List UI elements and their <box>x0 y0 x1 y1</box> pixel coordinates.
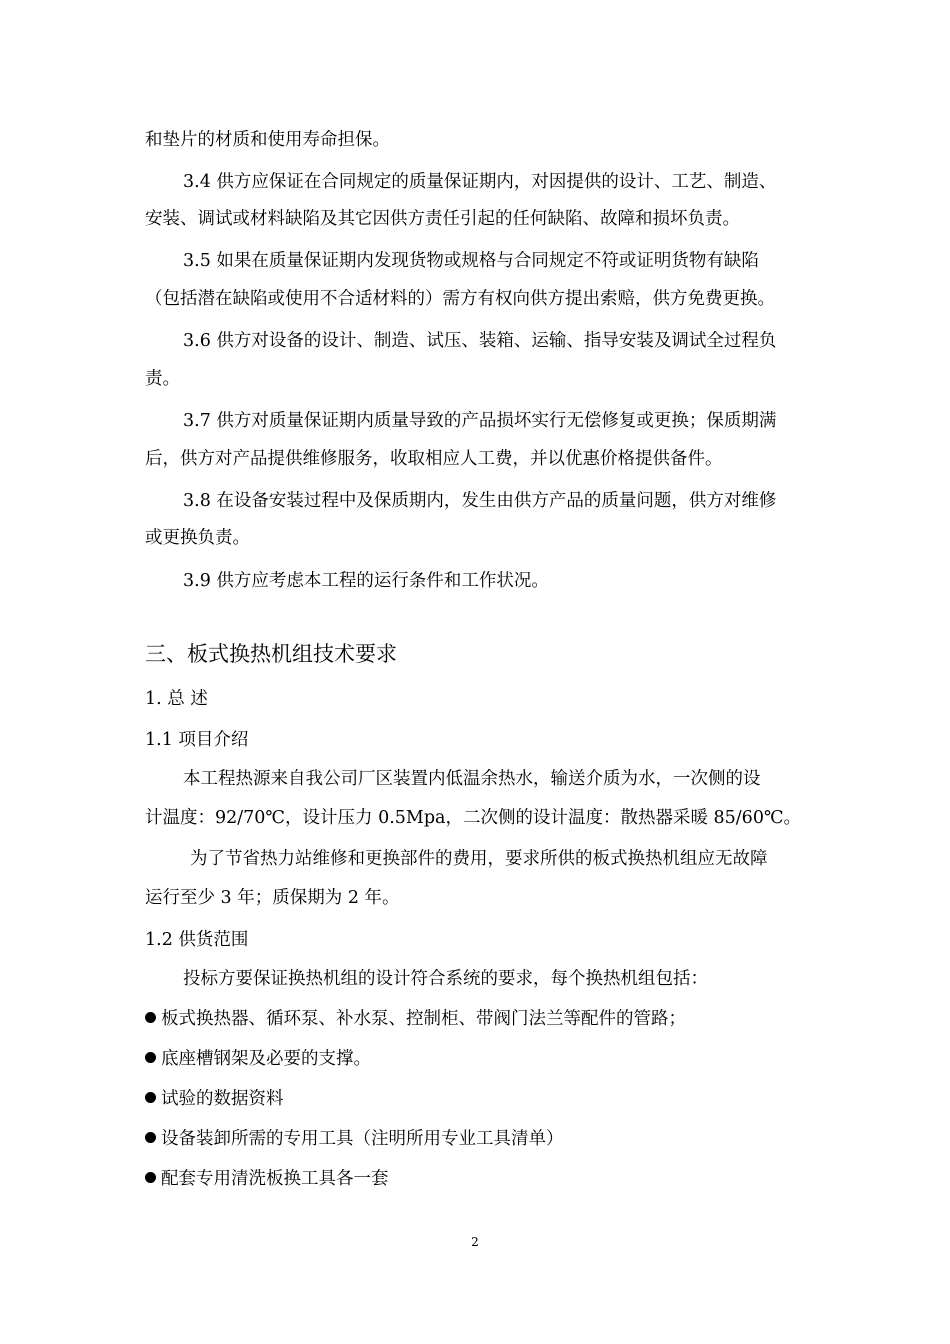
paragraph-line: 3.8 在设备安装过程中及保质期内，发生由供方产品的质量问题，供方对维修 <box>183 491 777 511</box>
paragraph-line: 计温度：92/70℃，设计压力 0.5Mpa，二次侧的设计温度：散热器采暖 85/60℃。 <box>145 808 802 828</box>
paragraph-line: 3.5 如果在质量保证期内发现货物或规格与合同规定不符或证明货物有缺陷 <box>183 251 759 271</box>
bullet-item <box>145 1167 389 1191</box>
bullet-text: 配套专用清洗板换工具各一套 <box>161 1169 389 1189</box>
bullet-item <box>145 1087 284 1111</box>
section-heading: 三、板式换热机组技术要求 <box>145 642 397 666</box>
paragraph-line: 3.6 供方对设备的设计、制造、试压、装箱、运输、指导安装及调试全过程负 <box>183 331 777 351</box>
paragraph-line: 安装、调试或材料缺陷及其它因供方责任引起的任何缺陷、故障和损坏负责。 <box>145 209 740 229</box>
bullet-item <box>145 1047 371 1071</box>
sub-heading: 1. 总 述 <box>145 689 208 709</box>
paragraph-line: 投标方要保证换热机组的设计符合系统的要求，每个换热机组包括： <box>183 969 708 989</box>
bullet-dot-icon <box>145 1132 156 1143</box>
paragraph-line: （包括潜在缺陷或使用不合适材料的）需方有权向供方提出索赔，供方免费更换。 <box>145 289 775 309</box>
page-number: 2 <box>471 1235 479 1249</box>
paragraph-line: 本工程热源来自我公司厂区装置内低温余热水，输送介质为水，一次侧的设 <box>183 769 761 789</box>
paragraph-line: 运行至少 3 年；质保期为 2 年。 <box>145 888 400 908</box>
paragraph-line: 3.7 供方对质量保证期内质量导致的产品损坏实行无偿修复或更换；保质期满 <box>183 411 777 431</box>
paragraph-line: 或更换负责。 <box>145 528 250 548</box>
bullet-dot-icon <box>145 1052 156 1063</box>
bullet-dot-icon <box>145 1092 156 1103</box>
paragraph-line: 责。 <box>145 369 180 389</box>
paragraph-line: 为了节省热力站维修和更换部件的费用，要求所供的板式换热机组应无故障 <box>190 849 768 869</box>
sub-heading: 1.1 项目介绍 <box>145 730 249 750</box>
bullet-dot-icon <box>145 1172 156 1183</box>
bullet-item <box>145 1127 564 1151</box>
bullet-text: 设备装卸所需的专用工具（注明所用专业工具清单） <box>161 1129 564 1149</box>
bullet-item <box>145 1007 686 1031</box>
bullet-text: 底座槽钢架及必要的支撑。 <box>161 1049 371 1069</box>
paragraph-line: 3.4 供方应保证在合同规定的质量保证期内，对因提供的设计、工艺、制造、 <box>183 172 777 192</box>
bullet-text: 试验的数据资料 <box>161 1089 284 1109</box>
paragraph-line: 和垫片的材质和使用寿命担保。 <box>145 130 390 150</box>
bullet-text: 板式换热器、循环泵、补水泵、控制柜、带阀门法兰等配件的管路； <box>161 1009 686 1029</box>
paragraph-line: 后，供方对产品提供维修服务，收取相应人工费，并以优惠价格提供备件。 <box>145 449 723 469</box>
bullet-dot-icon <box>145 1012 156 1023</box>
paragraph-line: 3.9 供方应考虑本工程的运行条件和工作状况。 <box>183 571 549 591</box>
sub-heading: 1.2 供货范围 <box>145 930 249 950</box>
